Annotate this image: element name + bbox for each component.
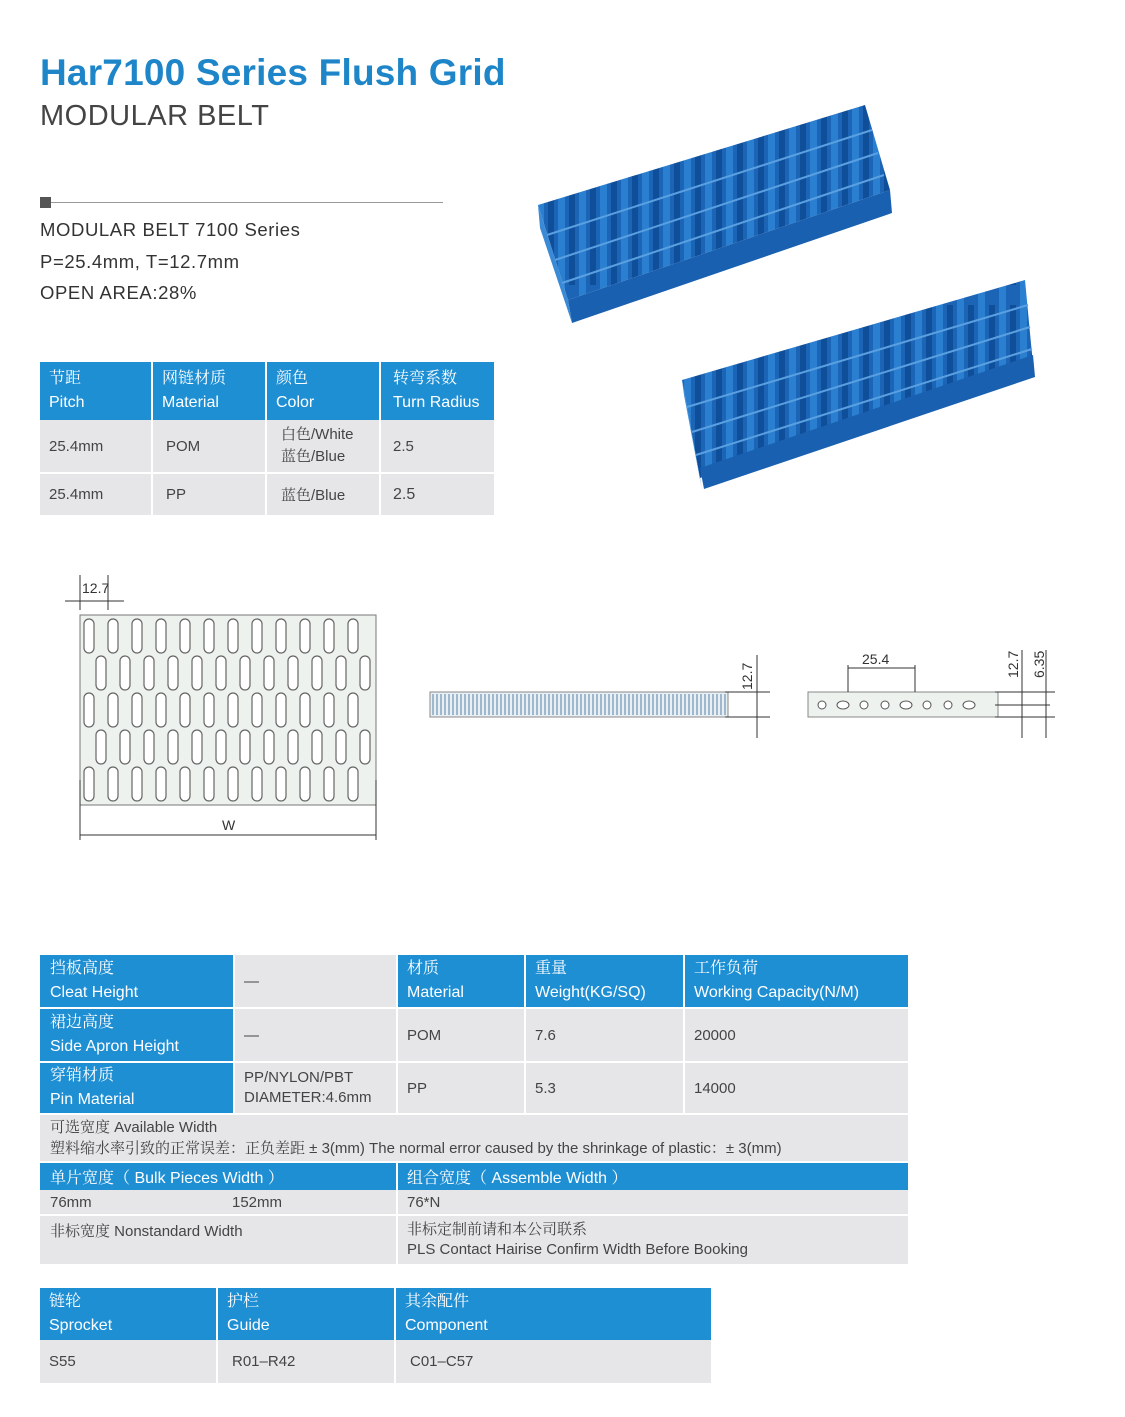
belt-side-view-drawing — [420, 650, 780, 740]
available-width-note: 可选宽度 Available Width 塑料缩水率引致的正常误差：正负差距 ± 3(mm) The normal error caused by the shrinkage of plastic：± 3(mm) — [40, 1115, 908, 1163]
cell-capacity: 14000 — [685, 1063, 908, 1115]
dim-end-height: 12.7 — [1005, 650, 1021, 678]
belt-slot — [276, 693, 286, 727]
value-pin-material: PP/NYLON/PBT DIAMETER:4.6mm — [235, 1063, 398, 1115]
belt-slot — [120, 656, 130, 690]
belt-slot — [180, 619, 190, 653]
belt-slot — [156, 767, 166, 801]
belt-slot — [300, 767, 310, 801]
header-guide: 护栏 Guide — [218, 1288, 396, 1340]
belt-slot — [216, 656, 226, 690]
belt-slot — [132, 693, 142, 727]
label-pin-material: 穿销材质 Pin Material — [40, 1063, 235, 1115]
belt-slot — [96, 730, 106, 764]
header-sprocket: 链轮 Sprocket — [40, 1288, 218, 1340]
belt-slot — [336, 730, 346, 764]
header-material: 网链材质 Material — [153, 362, 267, 420]
belt-slot — [180, 767, 190, 801]
table-row — [40, 1009, 908, 1063]
cell-pitch: 25.4mm — [40, 474, 153, 515]
header-working-capacity: 工作负荷 Working Capacity(N/M) — [685, 955, 908, 1009]
belt-slot — [228, 619, 238, 653]
belt-slot — [252, 767, 262, 801]
dim-width-label: W — [222, 817, 236, 833]
belt-slot — [324, 693, 334, 727]
belt-image-upper — [538, 105, 892, 323]
cell-component: C01–C57 — [396, 1340, 711, 1383]
belt-image-lower — [682, 280, 1035, 490]
belt-slot — [192, 656, 202, 690]
belt-slot — [264, 730, 274, 764]
value-bulk-widths: 76mm 152mm — [40, 1190, 398, 1216]
belt-product-images — [520, 95, 1040, 495]
cell-material: PP — [398, 1063, 526, 1115]
label-side-apron-height: 裙边高度 Side Apron Height — [40, 1009, 235, 1063]
pin-hole — [881, 701, 889, 709]
pin-hole — [923, 701, 931, 709]
belt-slot — [228, 693, 238, 727]
belt-slot — [108, 619, 118, 653]
belt-slot — [348, 767, 358, 801]
pin-hole — [860, 701, 868, 709]
pin-hole — [944, 701, 952, 709]
header-pitch: 节距 Pitch — [40, 362, 153, 420]
belt-slot — [228, 767, 238, 801]
belt-slot — [240, 730, 250, 764]
header-color: 颜色 Color — [267, 362, 381, 420]
belt-slot — [312, 730, 322, 764]
cell-material: POM — [398, 1009, 526, 1063]
nonstandard-width-note: 非标定制前请和本公司联系 PLS Contact Hairise Confirm Width Before Booking — [398, 1216, 908, 1264]
belt-slot — [252, 619, 262, 653]
belt-slot — [108, 693, 118, 727]
belt-slot — [84, 767, 94, 801]
pin-hole — [963, 701, 975, 709]
belt-slot — [312, 656, 322, 690]
belt-slot — [168, 730, 178, 764]
belt-slot — [348, 619, 358, 653]
table-row — [40, 1063, 908, 1115]
belt-slot — [120, 730, 130, 764]
belt-slot — [300, 619, 310, 653]
properties-table — [40, 955, 908, 1264]
table-row — [40, 420, 494, 474]
spec-pitch-thickness: P=25.4mm, T=12.7mm — [40, 251, 240, 272]
cell-pitch: 25.4mm — [40, 420, 153, 474]
belt-slot — [204, 693, 214, 727]
belt-slot — [84, 619, 94, 653]
belt-slot — [144, 656, 154, 690]
cell-capacity: 20000 — [685, 1009, 908, 1063]
cell-material: POM — [153, 420, 267, 474]
page-title: Har7100 Series Flush Grid — [40, 52, 506, 93]
belt-slot — [132, 619, 142, 653]
belt-slot — [216, 730, 226, 764]
belt-slot — [156, 619, 166, 653]
belt-slot — [252, 693, 262, 727]
table-row — [40, 1340, 711, 1383]
pin-hole — [900, 701, 912, 709]
label-cleat-height: 挡板高度 Cleat Height — [40, 955, 235, 1009]
dim-end-pitch: 25.4 — [862, 651, 890, 667]
belt-slot — [324, 767, 334, 801]
belt-slot — [336, 656, 346, 690]
belt-slot — [348, 693, 358, 727]
belt-slot — [300, 693, 310, 727]
value-assemble-width: 76*N — [398, 1190, 908, 1216]
belt-slot — [276, 767, 286, 801]
belt-slot — [276, 619, 286, 653]
spec-series: MODULAR BELT 7100 Series — [40, 219, 301, 240]
pin-hole — [818, 701, 826, 709]
belt-slot — [168, 656, 178, 690]
cell-color: 蓝色/Blue — [267, 474, 381, 515]
belt-slot — [108, 767, 118, 801]
belt-slot — [84, 693, 94, 727]
header-weight: 重量 Weight(KG/SQ) — [526, 955, 685, 1009]
label-bulk-pieces-width: 单片宽度（ Bulk Pieces Width ） — [40, 1163, 398, 1190]
pitch-material-table — [40, 362, 494, 515]
value-cleat-height: — — [235, 955, 398, 1009]
cell-radius: 2.5 — [381, 474, 494, 515]
belt-slot — [144, 730, 154, 764]
belt-slot — [132, 767, 142, 801]
belt-slot — [288, 656, 298, 690]
cell-weight: 5.3 — [526, 1063, 685, 1115]
belt-slot — [180, 693, 190, 727]
spec-open-area: OPEN AREA:28% — [40, 282, 197, 303]
section-divider — [51, 202, 443, 203]
belt-slot — [240, 656, 250, 690]
belt-slot — [204, 767, 214, 801]
belt-slot — [360, 730, 370, 764]
belt-end-view-drawing — [800, 640, 1060, 740]
belt-slot — [324, 619, 334, 653]
table-row — [40, 474, 494, 515]
header-component: 其余配件 Component — [396, 1288, 711, 1340]
cell-sprocket: S55 — [40, 1340, 218, 1383]
belt-slot — [156, 693, 166, 727]
belt-slot — [192, 730, 202, 764]
cell-color: 白色/White 蓝色/Blue — [267, 420, 381, 474]
section-marker — [40, 197, 51, 208]
accessories-table — [40, 1288, 711, 1383]
page-subtitle: MODULAR BELT — [40, 100, 270, 132]
cell-guide: R01–R42 — [218, 1340, 396, 1383]
dim-top-pitch: 12.7 — [82, 580, 110, 596]
cell-weight: 7.6 — [526, 1009, 685, 1063]
belt-slot — [204, 619, 214, 653]
cell-radius: 2.5 — [381, 420, 494, 474]
dim-end-half: 6.35 — [1031, 650, 1047, 678]
belt-slot — [360, 656, 370, 690]
cell-material: PP — [153, 474, 267, 515]
value-side-apron-height: — — [235, 1009, 398, 1063]
belt-slot — [96, 656, 106, 690]
label-assemble-width: 组合宽度（ Assemble Width ） — [398, 1163, 908, 1190]
belt-top-view-drawing — [60, 575, 390, 845]
header-material: 材质 Material — [398, 955, 526, 1009]
belt-slot — [288, 730, 298, 764]
label-nonstandard-width: 非标宽度 Nonstandard Width — [40, 1216, 398, 1264]
dim-side-thickness: 12.7 — [739, 662, 755, 690]
pin-hole — [837, 701, 849, 709]
header-turn-radius: 转弯系数 Turn Radius — [381, 362, 494, 420]
belt-slot — [264, 656, 274, 690]
